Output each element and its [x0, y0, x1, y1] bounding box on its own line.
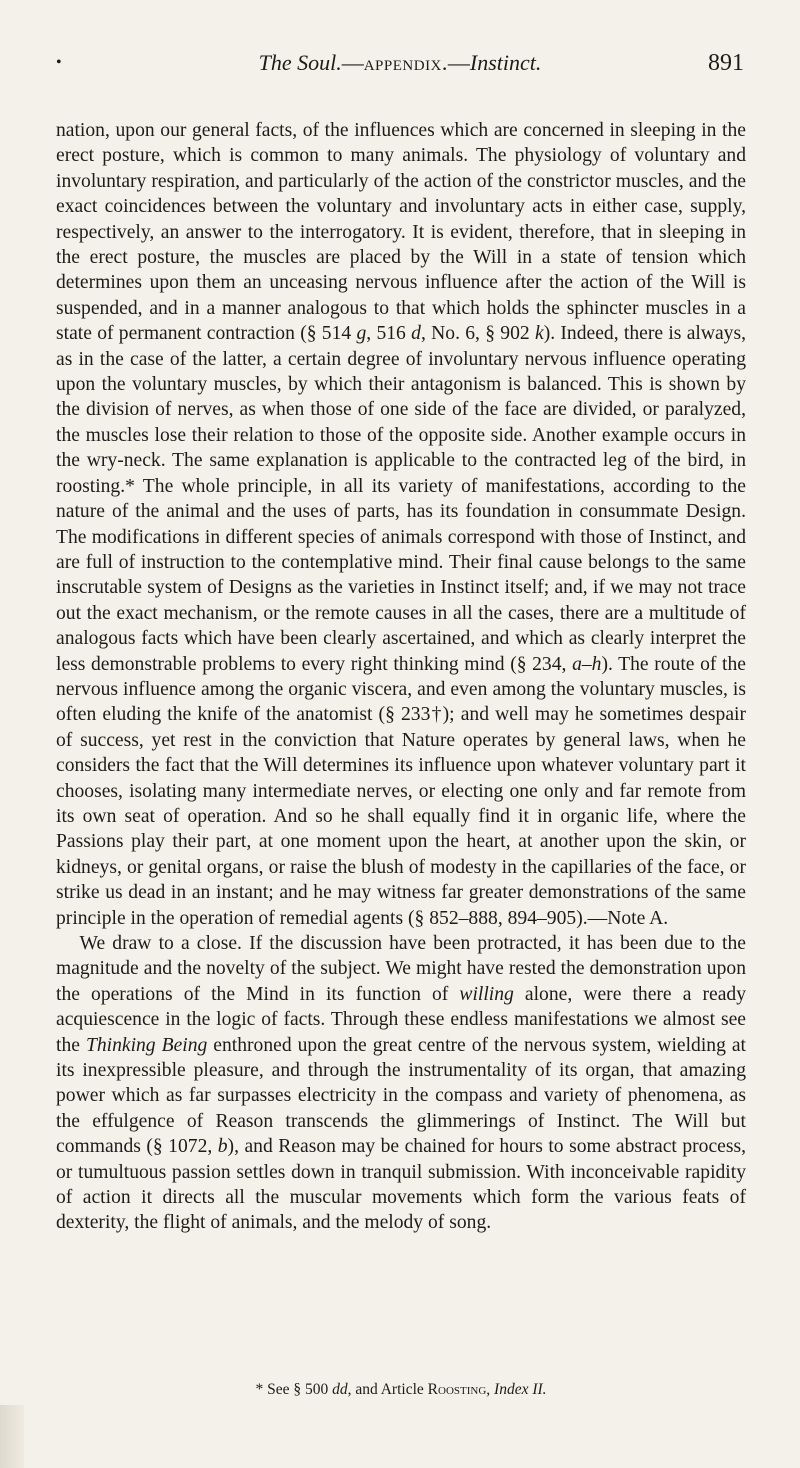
paragraph-text: We draw to a close. If the discussion have been protracted, it has been due to the magnitude and the novelty of the subject. We might have rested the demonstration upon the operations of the Mind in its function of [56, 933, 746, 1005]
body-text [56, 118, 746, 1236]
footnote-ref: dd [332, 1381, 348, 1398]
running-header [56, 50, 744, 80]
footnote-prefix: See § 500 [267, 1381, 333, 1398]
paragraph [56, 118, 746, 931]
italic-text: g [356, 323, 367, 345]
italic-text: a–h [572, 653, 602, 675]
footnote-sep: , [486, 1381, 495, 1398]
footnote [56, 1381, 746, 1399]
footnote-marker: * [255, 1381, 268, 1398]
page-edge-shadow [0, 1405, 24, 1468]
paragraph-text: alone, were there a ready acquiescence in the logic of facts. Through these endless manifestations we almost see the [56, 983, 746, 1056]
italic-text: d [411, 323, 421, 345]
italic-text: k [535, 323, 544, 345]
header-title: The Soul. [258, 50, 342, 75]
header-separator: — [447, 50, 470, 75]
header-separator: — [341, 50, 364, 75]
header-bullet: • [56, 54, 62, 71]
footnote-middle: , and Article [347, 1381, 428, 1398]
header-subsection: Instinct. [469, 50, 542, 75]
paragraph-text: enthroned upon the great centre of the nervous system, wielding at its inexpressible pleasure, and through the instrumentality of its organ, that amazing power which as far surpasses electricity in the compass and variety of phenomena, as the effulgence of Reason transcends the glimmerings of Instinct. The Will but commands (§ 1072, [56, 1034, 747, 1158]
italic-text: willing [459, 983, 514, 1005]
paragraph-text: ), and Reason may be chained for hours to some abstract process, or tumultuous passion settles down in tranquil submission. With inconceivable rapidity of action it directs all the muscular movements which form the various feats of dexterity, the flight of animals, and the melody of song. [56, 1136, 746, 1234]
paragraph-text: , 516 [366, 323, 412, 345]
footnote-article: Roosting [427, 1381, 487, 1398]
paragraph-text: , No. 6, § 902 [420, 323, 535, 345]
footnote-index: Index II. [494, 1381, 547, 1398]
paragraph-text: ). The route of the nervous influence among the organic viscera, and even among the voluntary muscles, is often eluding the knife of the anatomist (§ 233†); and well may he sometimes despair of success, yet rest in the conviction that Nature operates by general laws, when he considers the fact that the Will determines its influence upon whatever voluntary part it chooses, isolating many intermediate nerves, or electing one only and far remote from its own seat of operation. And so he shall equally find it in organic life, where the Passions play their part, at one moment upon the heart, at another upon the skin, or kidneys, or genital organs, or raise the blush of modesty in the capillaries of the face, or strike us dead in an instant; and he may witness far greater demonstrations of the same principle in the operation of remedial agents (§ 852–888, 894–905).—Note A. [56, 653, 746, 929]
paragraph [56, 931, 746, 1236]
paragraph-text: nation, upon our general facts, of the influences which are concerned in sleeping in the erect posture, which is common to many animals. The physiology of voluntary and involuntary respiration, and particularly of the action of the constrictor muscles, and the exact coincidences between the voluntary and involuntary acts in either case, supply, respectively, an answer to the interrogatory. It is evident, therefore, that in sleeping in the erect posture, the muscles are placed by the Will in a state of tension which determines upon them an unceasing nervous influence after the action of the Will is suspended, and in a manner analogous to that which holds the sphincter muscles in a state of permanent contraction (§ 514 [56, 120, 746, 345]
italic-text: Thinking Being [85, 1034, 208, 1056]
header-section: appendix. [363, 50, 448, 75]
paragraph-text: ). Indeed, there is always, as in the case of the latter, a certain degree of involuntary nervous influence operating upon the voluntary muscles, by which their antagonism is balanced. This is shown by the division of nerves, as when those of one side of the face are divided, or paralyzed, the muscles lose their relation to those of the opposite side. Another example occurs in the wry-neck. The same explanation is applicable to the contracted leg of the bird, in roosting.* The whole principle, in all its variety of manifestations, according to the nature of the animal and the uses of parts, has its foundation in consummate Design. The modifications in different species of animals correspond with those of Instinct, and are full of instruction to the contemplative mind. Their final cause belongs to the same inscrutable system of Designs as the varieties in Instinct itself; and, if we may not trace out the exact mechanism, or the remote causes in all the cases, there are a multitude of analogous facts which have been clearly ascertained, and which as clearly interpret the less demonstrable problems to every right thinking mind (§ 234, [56, 323, 747, 675]
running-title [56, 50, 744, 76]
page-number: 891 [708, 50, 744, 76]
italic-text: b [217, 1136, 228, 1158]
